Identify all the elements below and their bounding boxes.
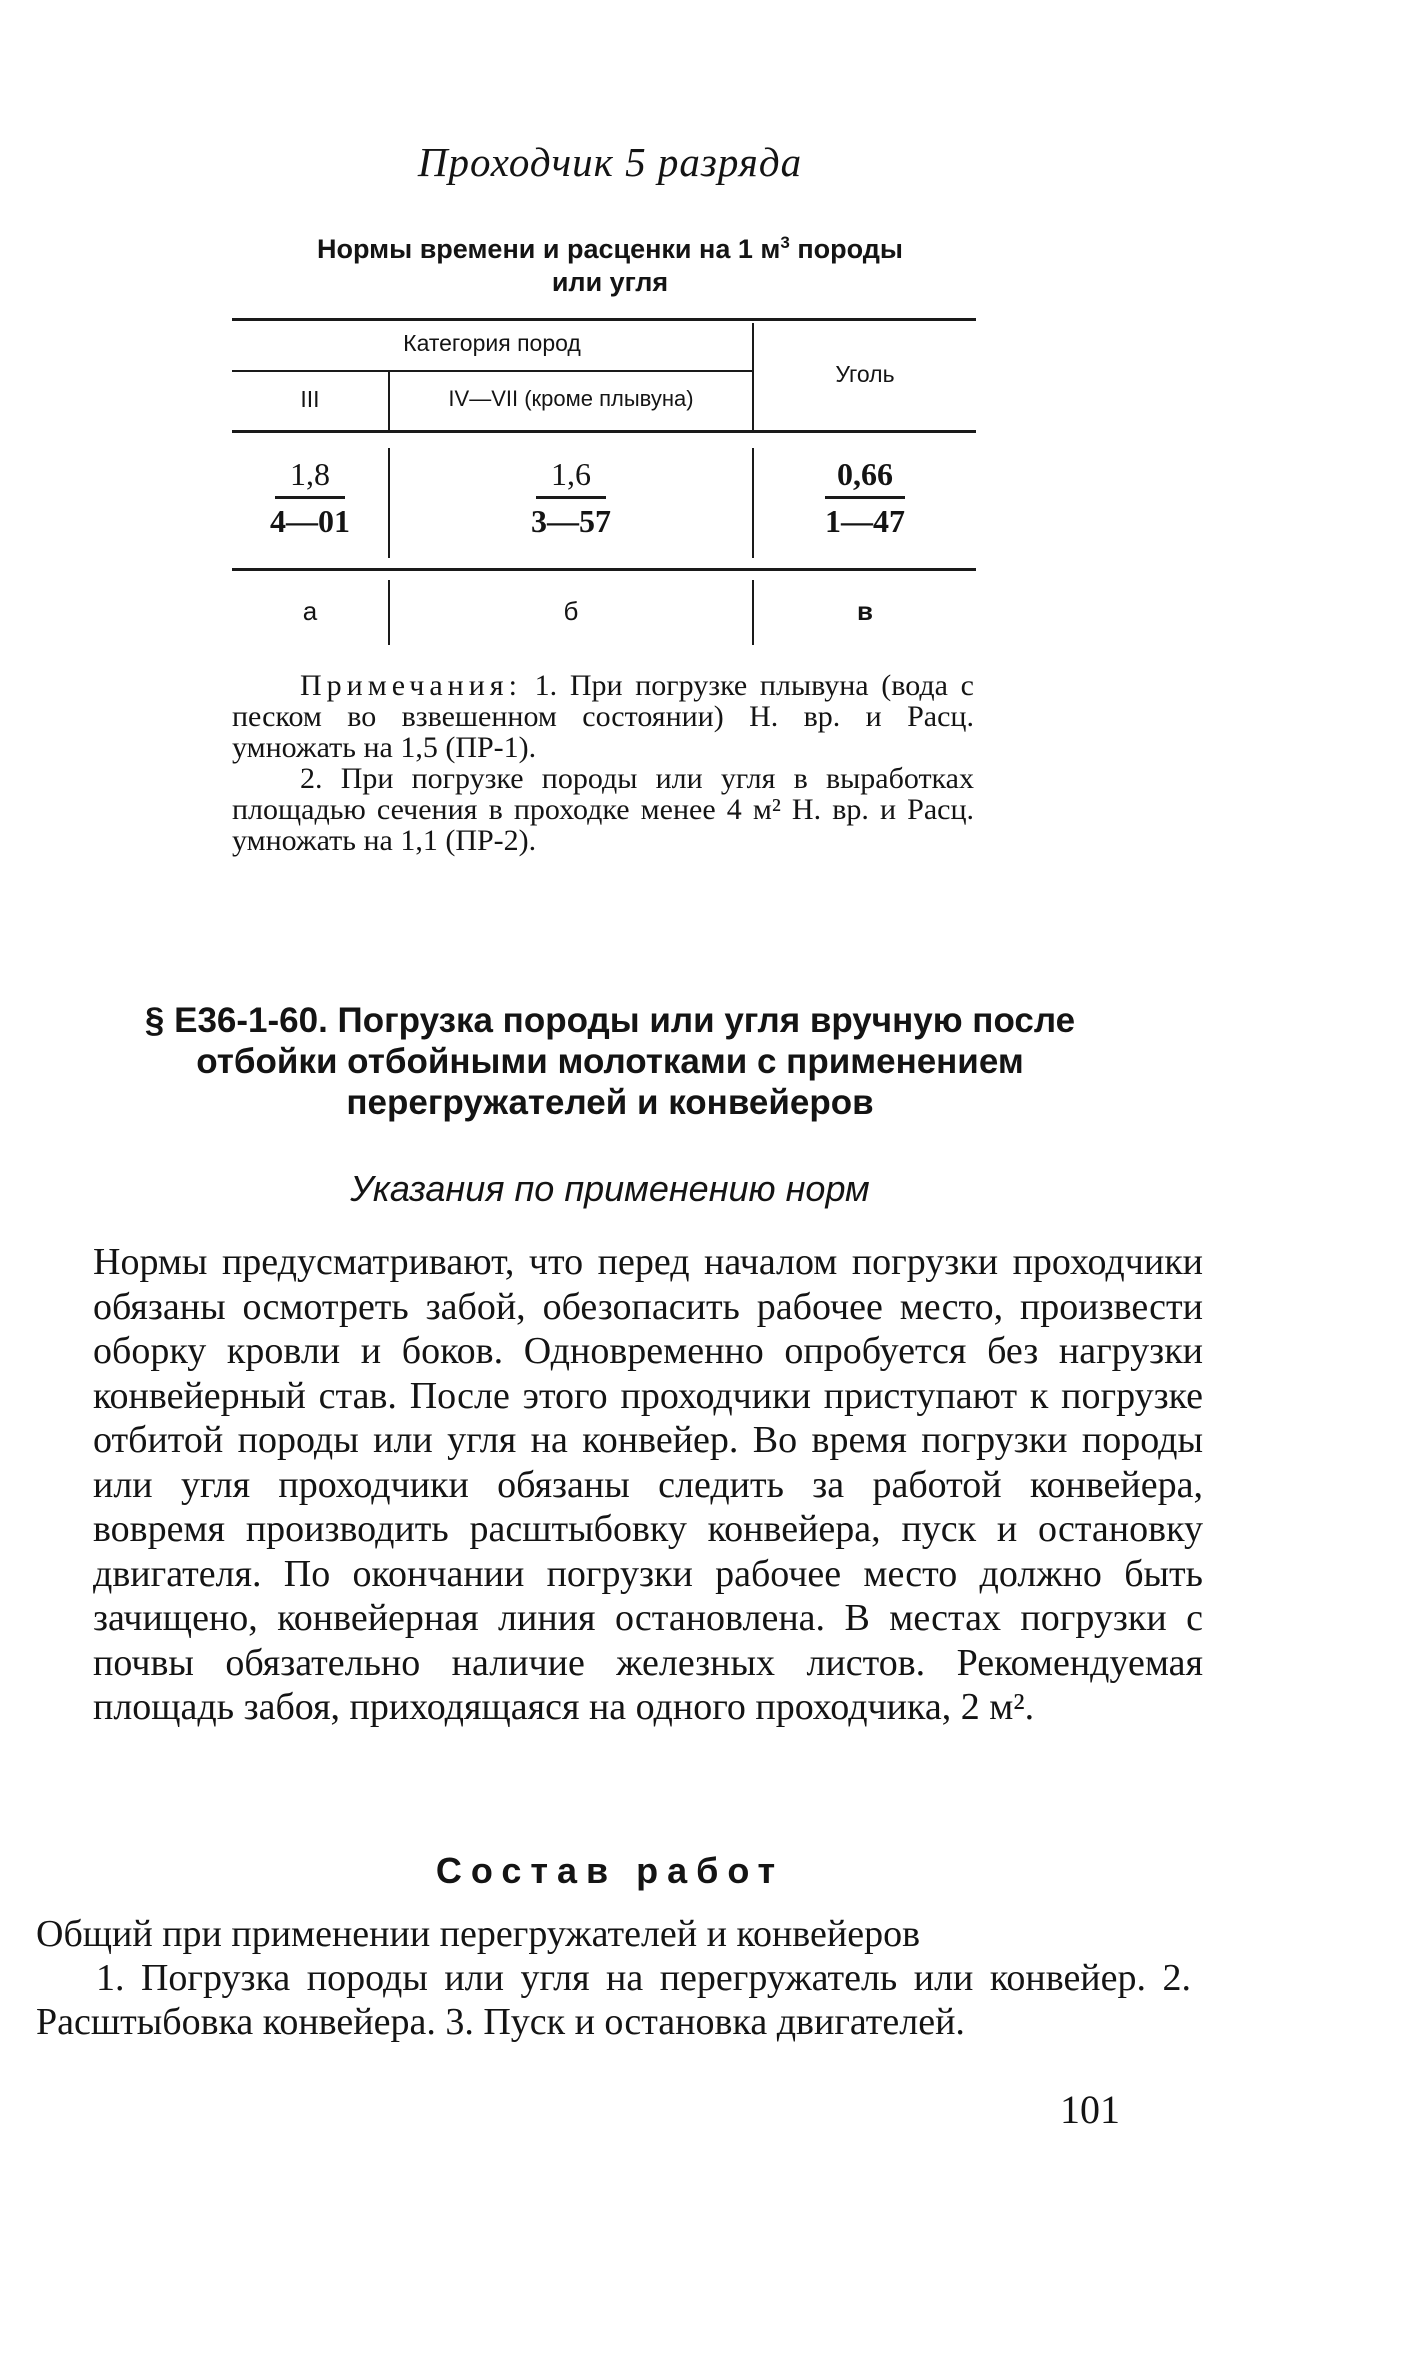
- rate-value: 1—47: [825, 503, 905, 539]
- table-cell-iv-vii: [390, 452, 752, 543]
- section-heading-line2: отбойки отбойными молотками с применением: [196, 1042, 1024, 1081]
- instructions-text: [93, 1240, 1203, 1730]
- column-letter-v: в: [857, 596, 873, 626]
- table-top-rule: [232, 318, 976, 321]
- rate-value: 4—01: [270, 503, 350, 539]
- work-line-1: Общий при применении перегружателей и конвейеров: [36, 1913, 921, 1955]
- column-letter-a: а: [302, 596, 318, 626]
- table-title-line1: [0, 226, 1220, 266]
- norm-value: 1,6: [551, 456, 591, 492]
- column-letter-b: б: [563, 596, 579, 626]
- table-body-rule: [232, 568, 976, 571]
- table-header-group: Категория пород: [403, 330, 581, 356]
- table-cell-coal: [754, 452, 976, 543]
- table-title-text: Нормы времени и расценки на 1 м: [317, 234, 781, 264]
- work-heading: Состав работ: [435, 1850, 785, 1891]
- page-number: 101: [1060, 2087, 1120, 2132]
- note-2: 2. При погрузке породы или угля в выработках площадью сечения в проходке менее 4 м² Н. вр. и Расц. умножать на 1,1 (ПР-2).: [232, 762, 974, 857]
- table-group-rule: [232, 370, 752, 372]
- section-heading-line3: перегружателей и конвейеров: [346, 1083, 874, 1122]
- table-header-coal: Уголь: [835, 361, 895, 387]
- instructions-paragraph: Нормы предусматривают, что перед началом погрузки проходчики обязаны осмотреть забой, обезопасить рабочее место, произвести оборку кровли и боков. Одновременно опробуется без нагрузки конвейерный став. После этого проходчики приступают к погрузке отбитой породы или угля на конвейер. Во время погрузки породы или угля проходчики обязаны следить за работой конвейера, вовремя производить расштыбовку конвейера, пуск и остановку двигателя. По окончании погрузки рабочее место должно быть зачищено, конвейерная линия остановлена. В местах погрузки с почвы обязательно наличие железных листов. Рекомендуемая площадь забоя, приходящаяся на одного проходчика, 2 м².: [93, 1241, 1203, 1728]
- section-heading: [0, 1000, 1220, 1123]
- instructions-heading: Указания по применению норм: [350, 1168, 870, 1209]
- table-title-end: породы: [789, 234, 903, 264]
- table-title-sup: 3: [780, 233, 790, 252]
- subtitle: Проходчик 5 разряда: [417, 139, 803, 185]
- table-header-rule: [232, 430, 976, 433]
- table-cell-iii: [232, 452, 388, 543]
- table-title: [0, 226, 1220, 299]
- table-title-line2: или угля: [551, 267, 669, 297]
- note-1-text: 1. При погрузке плывуна (вода с песком во взвешенном состоянии) Н. вр. и Расц. умножать на 1,5 (ПР-1).: [232, 669, 974, 764]
- norm-value: 0,66: [837, 456, 893, 492]
- table-notes: [232, 670, 974, 856]
- norm-value: 1,8: [290, 456, 330, 492]
- section-heading-line1: § Е36-1-60. Погрузка породы или угля вручную после: [144, 1001, 1076, 1040]
- work-text: [36, 1912, 1191, 2044]
- rate-value: 3—57: [531, 503, 611, 539]
- note-1: [232, 670, 974, 763]
- table-subheader-iii: III: [300, 386, 320, 412]
- work-line-2: 1. Погрузка породы или угля на перегружатель или конвейер. 2. Расштыбовка конвейера. 3. Пуск и остановка двигателей.: [36, 1957, 1191, 2043]
- notes-label: Примечания:: [300, 669, 522, 702]
- table-subheader-iv-vii: IV—VII (кроме плывуна): [448, 386, 694, 411]
